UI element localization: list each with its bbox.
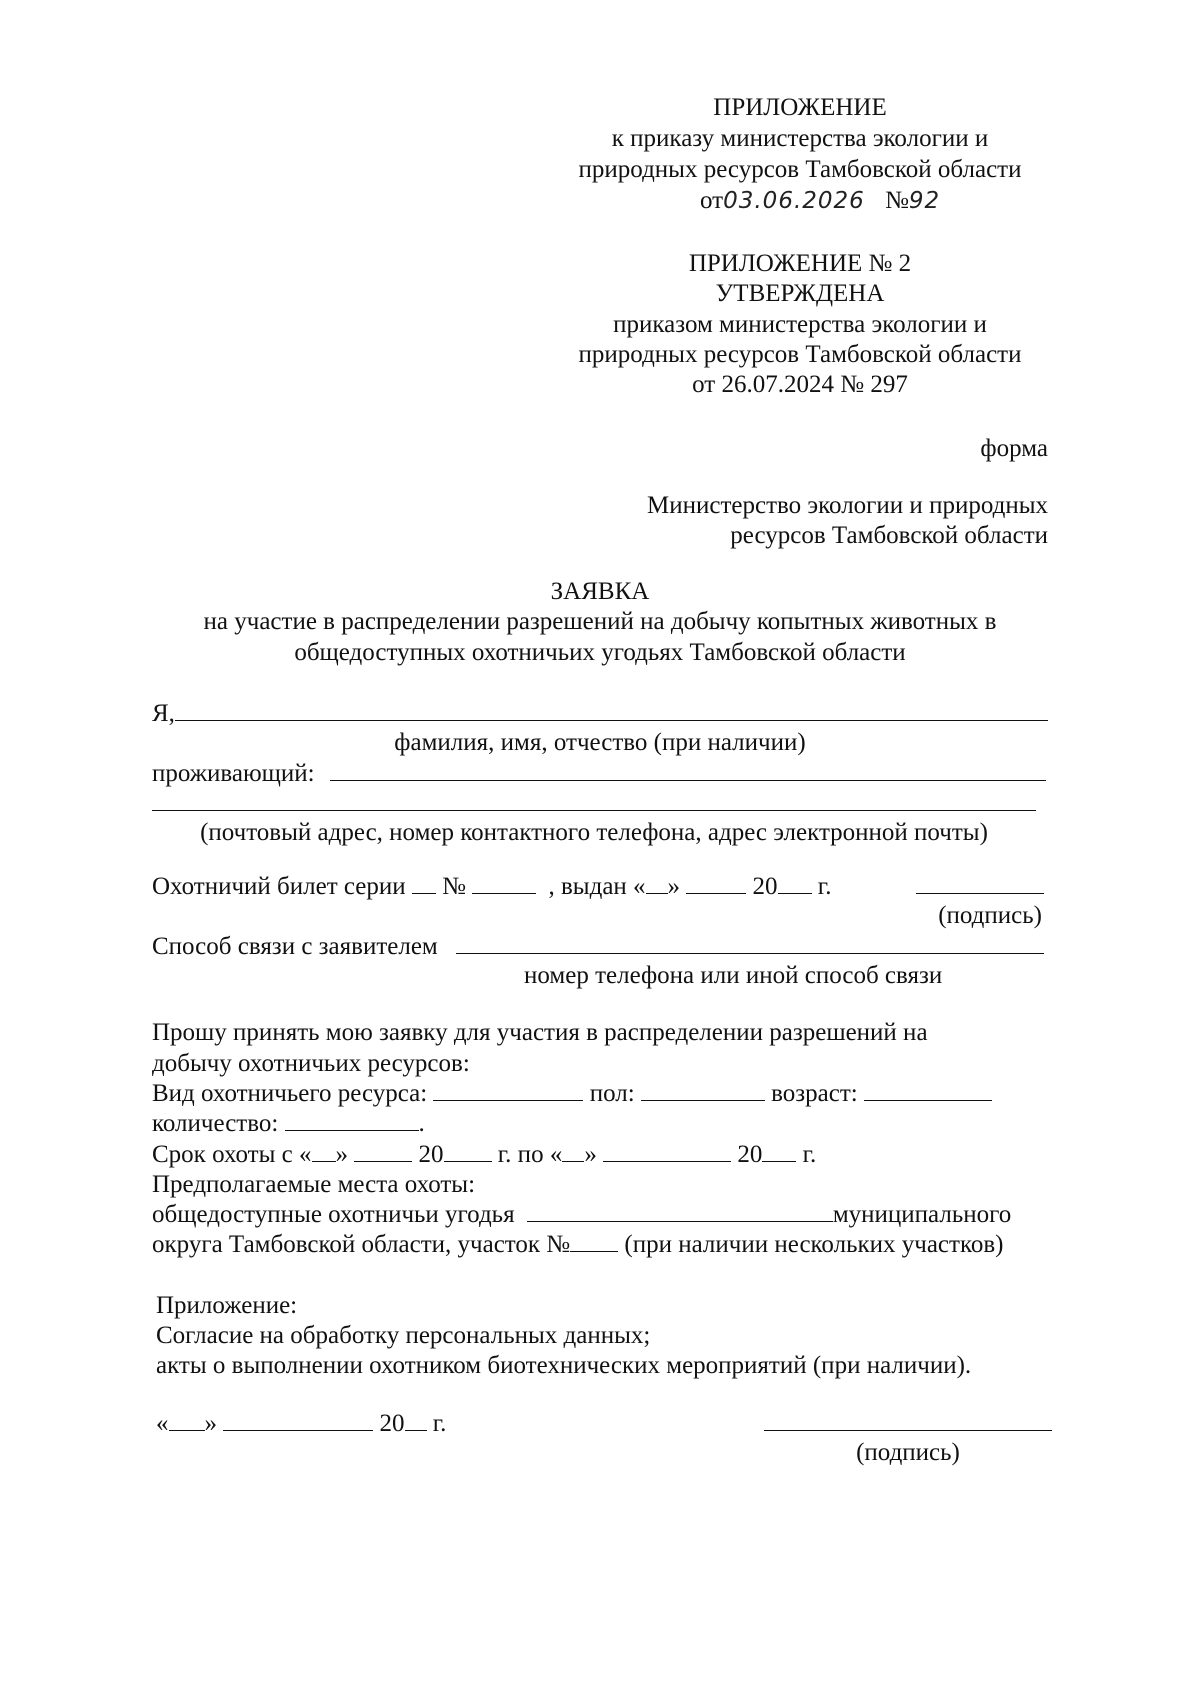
- ticket-day-field[interactable]: [646, 871, 668, 894]
- contact-hint: номер телефона или иной способ связи: [524, 962, 943, 989]
- plot-number-field[interactable]: [570, 1229, 618, 1252]
- approval-line-3: от 26.07.2024 № 297: [692, 371, 908, 398]
- quantity-label: количество:: [152, 1110, 279, 1137]
- term-end-year-field[interactable]: [762, 1139, 796, 1162]
- term-start-year-field[interactable]: [444, 1139, 492, 1162]
- attachments-label: Приложение:: [156, 1292, 298, 1319]
- i-label: Я,: [152, 700, 175, 727]
- species-row: [152, 1078, 992, 1109]
- document-title: ЗАЯВКА: [550, 578, 650, 605]
- address-hint: (почтовый адрес, номер контактного телефона, адрес электронной почты): [200, 819, 988, 846]
- form-label: форма: [980, 435, 1048, 462]
- document-subtitle-2: общедоступных охотничьих угодьях Тамбовской области: [294, 639, 906, 666]
- ticket-series-field[interactable]: [412, 871, 436, 894]
- fio-hint: фамилия, имя, отчество (при наличии): [394, 729, 806, 756]
- appendix-date-row: [700, 185, 940, 216]
- footer-year-prefix: 20: [379, 1410, 405, 1437]
- term-year-prefix-1: 20: [418, 1141, 444, 1168]
- contact-label: Способ связи с заявителем: [152, 933, 438, 960]
- ticket-number-field[interactable]: [472, 871, 536, 894]
- appendix-date-prefix: от: [700, 187, 724, 214]
- age-field[interactable]: [864, 1078, 992, 1101]
- ticket-signature-field[interactable]: [916, 893, 1044, 894]
- ticket-issued-label: , выдан «: [548, 873, 646, 900]
- term-year-prefix-2: 20: [737, 1141, 763, 1168]
- residing-label: проживающий:: [152, 760, 315, 787]
- footer-year-field[interactable]: [405, 1408, 427, 1431]
- approval-line-2: природных ресурсов Тамбовской области: [578, 341, 1022, 368]
- species-label: Вид охотничьего ресурса:: [152, 1080, 428, 1107]
- footer-date-row: [156, 1408, 446, 1439]
- footer-day-field[interactable]: [169, 1408, 205, 1431]
- term-start-day-field[interactable]: [312, 1139, 336, 1162]
- term-row: [152, 1139, 816, 1170]
- ticket-year-prefix: 20: [752, 873, 778, 900]
- request-line-1: Прошу принять мою заявку для участия в распределении разрешений на: [152, 1019, 928, 1046]
- hunting-ground-field[interactable]: [527, 1199, 833, 1222]
- appendix-line-2: природных ресурсов Тамбовской области: [578, 156, 1022, 183]
- species-field[interactable]: [433, 1078, 583, 1101]
- quantity-field[interactable]: [285, 1108, 419, 1131]
- approval-approved: УТВЕРЖДЕНА: [715, 280, 885, 307]
- quantity-end: .: [418, 1110, 425, 1137]
- appendix-number-handwritten: 92: [908, 188, 941, 214]
- term-mid: г. по «: [497, 1141, 563, 1168]
- footer-month-field[interactable]: [223, 1408, 373, 1431]
- address-field-2[interactable]: [152, 810, 1036, 811]
- term-end-month-field[interactable]: [603, 1139, 731, 1162]
- footer-signature-field[interactable]: [764, 1430, 1052, 1431]
- term-start-month-field[interactable]: [354, 1139, 412, 1162]
- addressee-line-2: ресурсов Тамбовской области: [730, 522, 1048, 549]
- sex-label: пол:: [589, 1080, 635, 1107]
- fio-field[interactable]: [175, 720, 1048, 721]
- ticket-year-field[interactable]: [778, 871, 812, 894]
- footer-year-suffix: г.: [432, 1410, 447, 1437]
- places-line2-end: (при наличии нескольких участков): [624, 1231, 1004, 1258]
- ticket-year-suffix: г.: [817, 873, 832, 900]
- ticket-number-label: №: [442, 873, 466, 900]
- term-close-2: »: [584, 1141, 597, 1168]
- footer-quote-close: »: [204, 1410, 217, 1437]
- quantity-row: [152, 1108, 425, 1139]
- addressee-line-1: Министерство экологии и природных: [647, 492, 1048, 519]
- age-label: возраст:: [771, 1080, 858, 1107]
- appendix-date-handwritten: 03.06.2026: [723, 188, 865, 214]
- approval-line-1: приказом министерства экологии и: [613, 311, 987, 338]
- term-label: Срок охоты с «: [152, 1141, 312, 1168]
- request-line-2: добычу охотничьих ресурсов:: [152, 1050, 470, 1077]
- term-end-day-field[interactable]: [562, 1139, 584, 1162]
- attachment-item-1: Согласие на обработку персональных данных;: [156, 1322, 651, 1349]
- contact-field[interactable]: [456, 953, 1044, 954]
- term-year-suffix: г.: [802, 1141, 817, 1168]
- footer-signature-hint: (подпись): [856, 1439, 960, 1466]
- approval-title: ПРИЛОЖЕНИЕ № 2: [688, 250, 912, 277]
- ticket-series-label: Охотничий билет серии: [152, 873, 406, 900]
- document-subtitle-1: на участие в распределении разрешений на добычу копытных животных в: [203, 608, 997, 635]
- places-line2-start: округа Тамбовской области, участок №: [152, 1231, 571, 1258]
- attachment-item-2: акты о выполнении охотником биотехнических мероприятий (при наличии).: [156, 1352, 972, 1379]
- places-line1-end: муниципального: [832, 1201, 1012, 1228]
- ticket-row: [152, 871, 831, 902]
- places-row-2: [152, 1229, 1003, 1260]
- places-line1-start: общедоступные охотничьи угодья: [152, 1201, 515, 1228]
- sex-field[interactable]: [641, 1078, 765, 1101]
- places-row-1: [152, 1199, 1011, 1230]
- address-field-1[interactable]: [330, 780, 1046, 781]
- ticket-signature-hint: (подпись): [938, 902, 1042, 929]
- places-label: Предполагаемые места охоты:: [152, 1171, 476, 1198]
- term-close-1: »: [335, 1141, 348, 1168]
- ticket-month-field[interactable]: [686, 871, 746, 894]
- ticket-quote-close: »: [667, 873, 681, 900]
- appendix-number-prefix: №: [885, 187, 909, 214]
- appendix-title: ПРИЛОЖЕНИЕ: [713, 94, 887, 121]
- footer-quote-open: «: [156, 1410, 169, 1437]
- appendix-line-1: к приказу министерства экологии и: [611, 125, 989, 152]
